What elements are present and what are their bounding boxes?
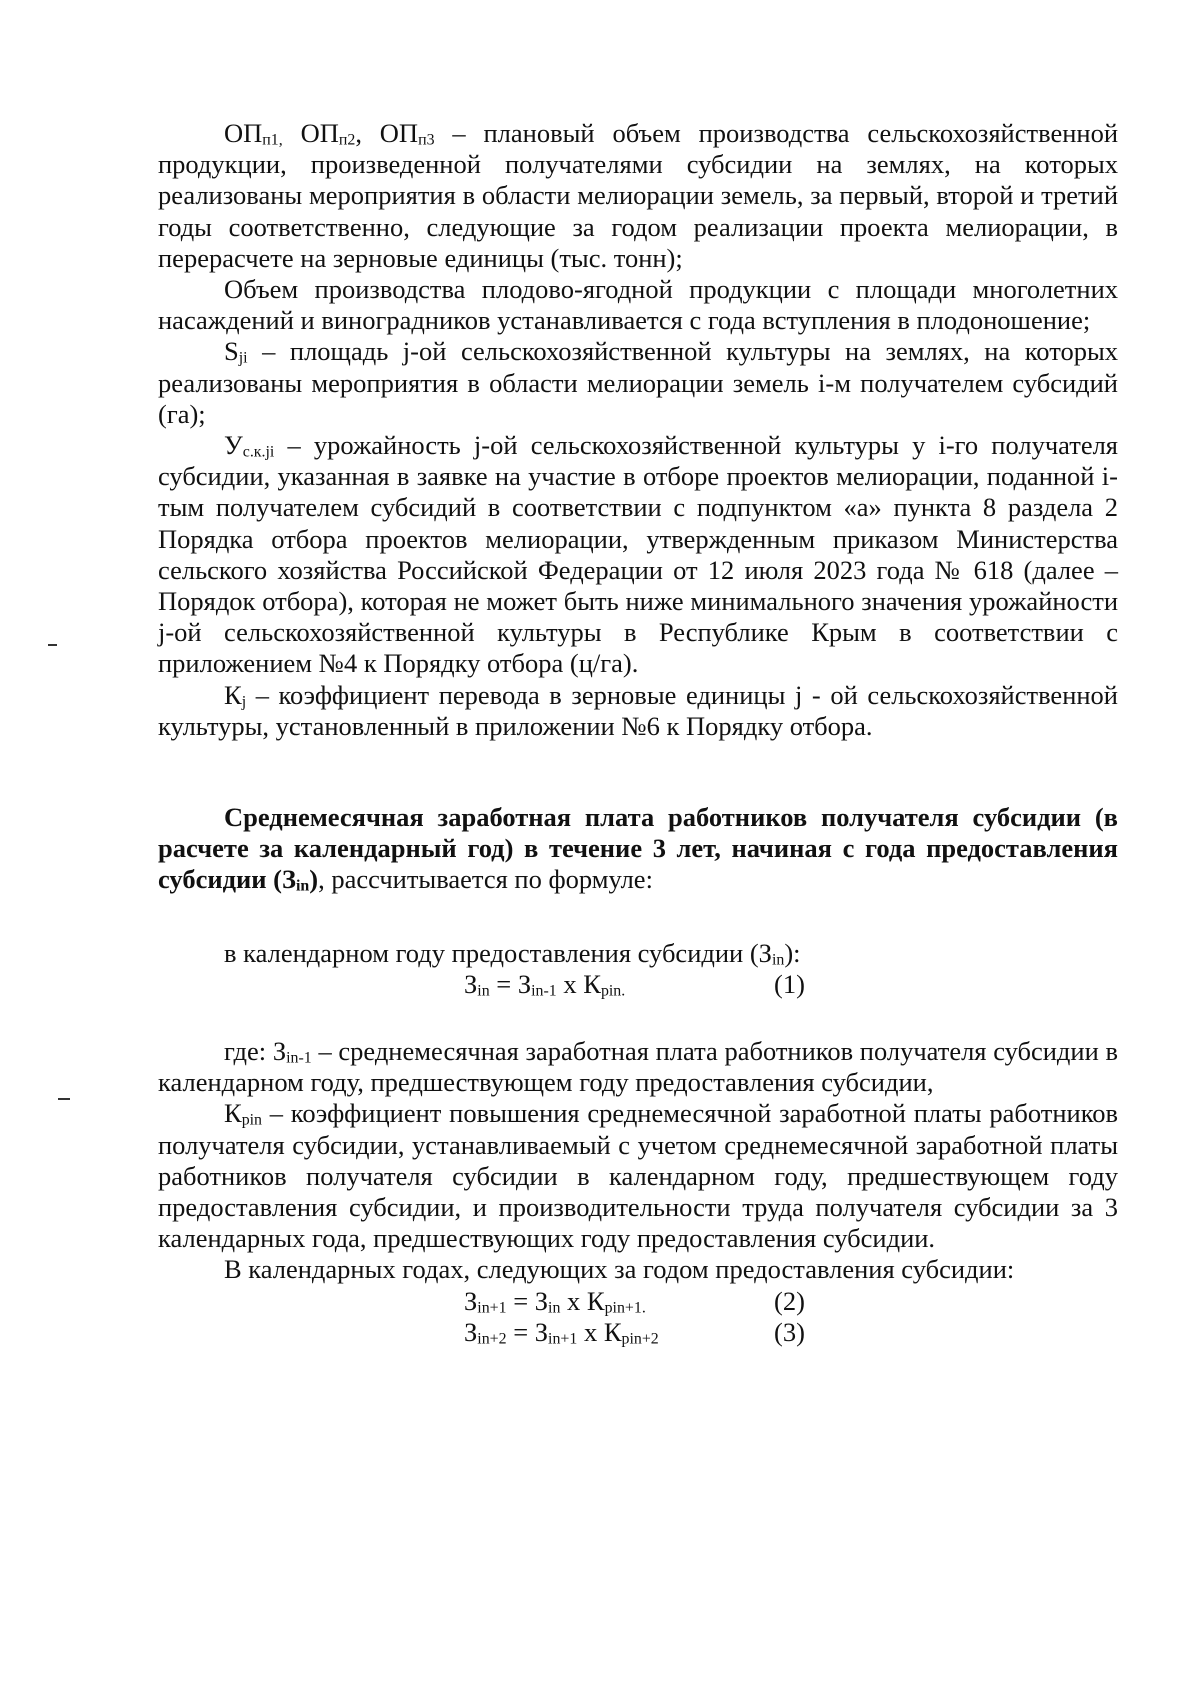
spacer [158, 896, 1118, 938]
spacer [158, 1000, 1118, 1036]
formula-subscript: in+1 [477, 1299, 507, 1317]
symbol-u: У [224, 430, 243, 461]
symbol-k: К [224, 679, 242, 710]
definition-op [158, 118, 1118, 274]
where-subscript: in-1 [286, 1049, 312, 1067]
definition-kpin [158, 1098, 1118, 1254]
subscript-kpin: pin [241, 1111, 262, 1129]
formula-term: З [464, 1285, 478, 1316]
formula-2-number: (2) [774, 1285, 805, 1316]
formula-2 [158, 1286, 1118, 1317]
formula-subscript: in [548, 1299, 561, 1317]
formula-term: x К [556, 968, 601, 999]
salary-heading-bold-text: Среднемесячная заработная плата работников получателя субсидии (в расчете за календарный год) в течение 3 лет, начиная с года предоставления субсидии (З [158, 802, 1118, 895]
symbol-op1: ОП [224, 118, 263, 148]
subscript-u: с.к.ji [242, 443, 275, 461]
formula-3-number: (3) [774, 1316, 805, 1347]
formula-term: З [464, 968, 478, 999]
formula-intro-2: В календарных годах, следующих за годом предоставления субсидии: [224, 1254, 1015, 1285]
formula-1 [158, 969, 1118, 1000]
formula-2-expression [464, 1286, 646, 1317]
formula-subscript: pin+2 [621, 1330, 659, 1348]
subscript-s: ji [238, 349, 248, 367]
definition-s [158, 336, 1118, 430]
formula-term: З [464, 1316, 478, 1347]
definition-u-text: – урожайность j-ой сельскохозяйственной культуры у i-го получателя субсидии, указанная в заявке на участие в отборе проектов мелиорации, поданной i-тым получателем субсидий в соответствии с подпунктом «а» пункта 8 раздела 2 Порядка отбора проектов мелиорации, утвержденным приказом Министерства сельского хозяйства Российской Федерации от 12 июля 2023 года № 618 (далее – Порядок отбора), которая не может быть ниже минимального значения урожайности j-ой сельскохозяйственной культуры в Республике Крым в соответствии с приложением №4 к Порядку отбора (ц/га). [158, 430, 1118, 679]
formula-subscript: in [477, 982, 490, 1000]
formula-subscript: in+1 [548, 1330, 578, 1348]
definition-k-text: – коэффициент перевода в зерновые единицы j - ой сельскохозяйственной культуры, установленный в приложении №6 к Порядку отбора. [158, 679, 1118, 741]
salary-heading-subscript: in [295, 877, 310, 895]
where-prefix: где: З [224, 1036, 287, 1067]
definition-kpin-text: – коэффициент повышения среднемесячной заработной платы работников получателя субсидии, устанавливаемый с учетом среднемесячной заработной платы работников получателя субсидии в календарном году, предшествующем году предоставления субсидии, и производительности труда получателя субсидии за 3 календарных года, предшествующих году предоставления субсидии. [158, 1098, 1118, 1254]
paragraph-fruit-production: Объем производства плодово-ягодной продукции с площади многолетних насаждений и виноградников устанавливается с года вступления в плодоношение; [158, 274, 1118, 336]
formula-subscript: pin. [600, 982, 626, 1000]
definition-op-text: – плановый объем производства сельскохозяйственной продукции, произведенной получателями субсидии на землях, на которых реализованы мероприятия в области мелиорации земель, за первый, второй и третий годы соответственно, следующие за годом реализации проекта мелиорации, в перерасчете на зерновые единицы (тыс. тонн); [158, 118, 1118, 273]
formula-subscript: in+2 [477, 1330, 507, 1348]
formula-intro-1 [158, 938, 1118, 969]
scan-margin-mark-lower [58, 1098, 70, 1100]
salary-heading-close: ) [309, 864, 319, 895]
formula-1-number: (1) [774, 968, 805, 999]
definition-u [158, 430, 1118, 680]
formula-intro-1-text: в календарном году предоставления субсидии (З [224, 937, 772, 968]
formula-1-expression [464, 969, 625, 1000]
formula-term: x К [577, 1316, 622, 1347]
document-page [158, 118, 1118, 1348]
symbol-op3: , ОП [355, 118, 419, 148]
subscript-op2: п2 [338, 131, 356, 149]
formula-intro-1-subscript: in [771, 951, 785, 969]
subscript-op3: п3 [418, 131, 435, 149]
formula-term: = З [506, 1285, 549, 1316]
salary-heading [158, 802, 1118, 896]
formula-term: x К [560, 1285, 605, 1316]
formula-subscript: in-1 [531, 982, 557, 1000]
symbol-s: S [224, 336, 239, 367]
formula-3-expression [464, 1317, 659, 1348]
definition-s-text: – площадь j-ой сельскохозяйственной культуры на землях, на которых реализованы мероприятия в области мелиорации земель i-м получателем субсидий (га); [158, 336, 1118, 429]
definition-z-prev [158, 1036, 1118, 1098]
formula-subscript: pin+1. [604, 1299, 646, 1317]
subscript-k: j [241, 693, 247, 711]
salary-heading-rest: , рассчитывается по формуле: [318, 864, 653, 895]
scan-margin-mark-upper [48, 644, 57, 646]
formula-3 [158, 1317, 1118, 1348]
formula-term: = З [489, 968, 532, 999]
formula-intro-1-close: ): [784, 937, 801, 968]
formula-term: = З [506, 1316, 549, 1347]
definition-k [158, 680, 1118, 742]
spacer [158, 742, 1118, 802]
symbol-kpin: К [224, 1098, 242, 1129]
symbol-op2: ОП [282, 118, 339, 148]
subscript-op1: п1, [262, 131, 283, 149]
where-text: – среднемесячная заработная плата работников получателя субсидии в календарном году, предшествующем году предоставления субсидии, [158, 1036, 1118, 1098]
